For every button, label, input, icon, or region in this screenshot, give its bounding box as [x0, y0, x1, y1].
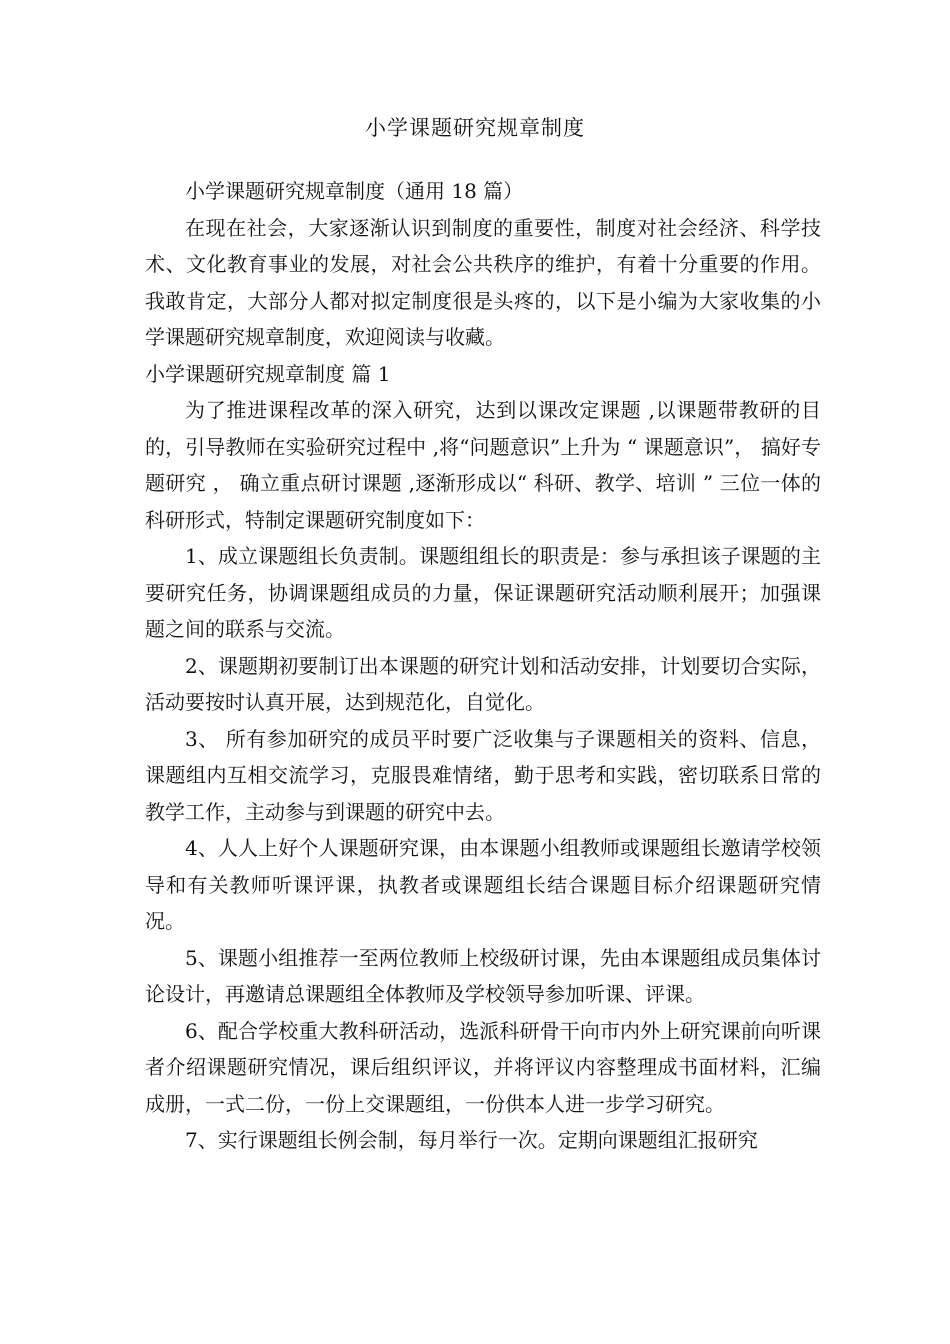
document-subtitle: 小学课题研究规章制度（通用 18 篇） — [185, 179, 524, 203]
rule-item-5: 5、课题小组推荐一至两位教师上校级研讨课，先由本课题组成员集体讨论设计，再邀请总课题组全体教师及学校领导参加听课、评课。 — [145, 945, 821, 1006]
document-body — [145, 173, 821, 1159]
rule-item-3: 3、 所有参加研究的成员平时要广泛收集与子课题相关的资料、信息，课题组内互相交流学习，克服畏难情绪，勤于思考和实践，密切联系日常的教学工作，主动参与到课题的研究中去。 — [145, 726, 821, 824]
rule-item-1: 1、成立课题组长负责制。课题组组长的职责是：参与承担该子课题的主要研究任务，协调课题组成员的力量，保证课题研究活动顺利展开；加强课题之间的联系与交流。 — [145, 544, 821, 641]
section-heading: 小学课题研究规章制度 篇 1 — [145, 361, 391, 386]
rule-item-2: 2、课题期初要制订出本课题的研究计划和活动安排，计划要切合实际，活动要按时认真开展，达到规范化，自觉化。 — [145, 653, 821, 714]
intro-paragraph: 在现在社会，大家逐渐认识到制度的重要性，制度对社会经济、科学技术、文化教育事业的发展，对社会公共秩序的维护，有着十分重要的作用。我敢肯定，大部分人都对拟定制度很是头疼的，以下是小编为大家收集的小学课题研究规章制度，欢迎阅读与收藏。 — [145, 215, 821, 349]
rule-item-6: 6、配合学校重大教科研活动，选派科研骨干向市内外上研究课前向听课者介绍课题研究情况，课后组织评议，并将评议内容整理成书面材料，汇编成册，一式二份，一份上交课题组，一份供本人进一步学习研究。 — [145, 1018, 821, 1116]
rule-item-4: 4、人人上好个人课题研究课，由本课题小组教师或课题组长邀请学校领导和有关教师听课评课，执教者或课题组长结合课题目标介绍课题研究情况。 — [145, 836, 821, 933]
document-title: 小学课题研究规章制度 — [365, 116, 585, 140]
rule-item-7: 7、实行课题组长例会制，每月举行一次。定期向课题组汇报研究 — [185, 1128, 758, 1152]
section-intro-paragraph: 为了推进课程改革的深入研究，达到以课改定课题 ,以课题带教研的目的，引导教师在实验研究过程中 ,将“问题意识”上升为 “ 课题意识”， 搞好专题研究 ， 确立重点研讨课题 ,逐渐形成以“ 科研、教学、培训 ” 三位一体的科研形式，特制定课题研究制度如下： — [145, 398, 821, 532]
